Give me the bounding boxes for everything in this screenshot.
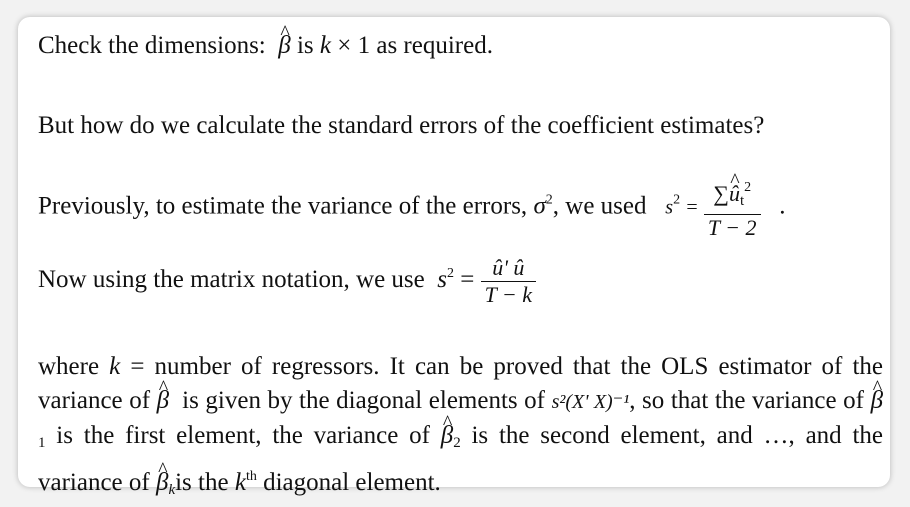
s-square: 2 bbox=[673, 192, 681, 208]
times-symbol: × bbox=[337, 32, 352, 59]
sigma-square: 2 bbox=[545, 192, 553, 208]
beta-hat: β ^ bbox=[278, 31, 290, 61]
question-line bbox=[38, 111, 764, 141]
previous-formula-line bbox=[38, 175, 786, 241]
beta1-hat: β ^ bbox=[871, 384, 883, 418]
we-used-text: , we used bbox=[552, 192, 647, 220]
beta-hat: β ^ bbox=[157, 384, 169, 418]
k-symbol: k bbox=[109, 353, 121, 380]
where-text: where bbox=[38, 353, 100, 380]
so-that-text: , so that the variance of bbox=[629, 387, 865, 414]
question-text: But how do we calculate the standard errors of the coefficient estimates? bbox=[38, 112, 765, 139]
matrix-text: Now using the matrix notation, we use bbox=[38, 266, 425, 294]
covariance-expression: s²(X' X)⁻¹ bbox=[551, 391, 630, 413]
variance-fraction bbox=[704, 175, 761, 241]
diagonal-element-text: diagonal element. bbox=[263, 469, 441, 496]
fraction-numerator: û' û bbox=[481, 255, 536, 282]
second-element-text: is the second element, and …, and the variance of bbox=[38, 422, 884, 496]
slide-card bbox=[18, 17, 890, 498]
fraction-denominator: T − k bbox=[484, 282, 533, 307]
equals-sign: = bbox=[460, 266, 475, 294]
s-symbol: s bbox=[665, 196, 674, 219]
fraction-denominator: T − 2 bbox=[707, 215, 757, 240]
th-superscript: th bbox=[245, 469, 257, 484]
matrix-formula-line bbox=[38, 255, 536, 308]
sigma-symbol: σ bbox=[533, 192, 546, 220]
one-value: 1 bbox=[357, 32, 371, 59]
fraction-numerator bbox=[704, 175, 761, 215]
diagonal-text: is given by the diagonal elements of bbox=[182, 387, 546, 414]
equals-sign: = bbox=[686, 196, 698, 219]
subscript-2: 2 bbox=[453, 435, 461, 451]
s-symbol: s bbox=[437, 266, 447, 294]
u-square: 2 bbox=[744, 180, 752, 195]
beta2-hat: β ^ bbox=[441, 419, 453, 453]
sum-symbol: ∑ bbox=[713, 181, 729, 206]
dimensions-line bbox=[38, 31, 493, 61]
betak-hat: β ^ bbox=[156, 466, 168, 500]
subscript-1: 1 bbox=[38, 435, 46, 451]
first-element-text: is the first element, the variance of bbox=[56, 422, 430, 449]
matrix-fraction bbox=[481, 255, 536, 308]
previous-text: Previously, to estimate the variance of the errors, bbox=[38, 192, 528, 220]
is-text: is bbox=[296, 32, 314, 59]
period: . bbox=[779, 192, 786, 220]
required-text: as required. bbox=[376, 32, 493, 59]
is-the-text: is the bbox=[175, 469, 229, 496]
regressors-text: = number of regressors. It can be proved that the OLS estimator of the variance of bbox=[38, 353, 884, 414]
dimensions-text: Check the dimensions: bbox=[38, 32, 266, 59]
k-symbol: k bbox=[234, 469, 246, 496]
u-hat: û ^ bbox=[729, 181, 740, 207]
explanation-paragraph bbox=[38, 350, 883, 507]
t-subscript: t bbox=[739, 193, 745, 209]
k-symbol: k bbox=[319, 32, 331, 59]
subscript-k: k bbox=[168, 482, 176, 498]
s-square: 2 bbox=[446, 266, 454, 282]
